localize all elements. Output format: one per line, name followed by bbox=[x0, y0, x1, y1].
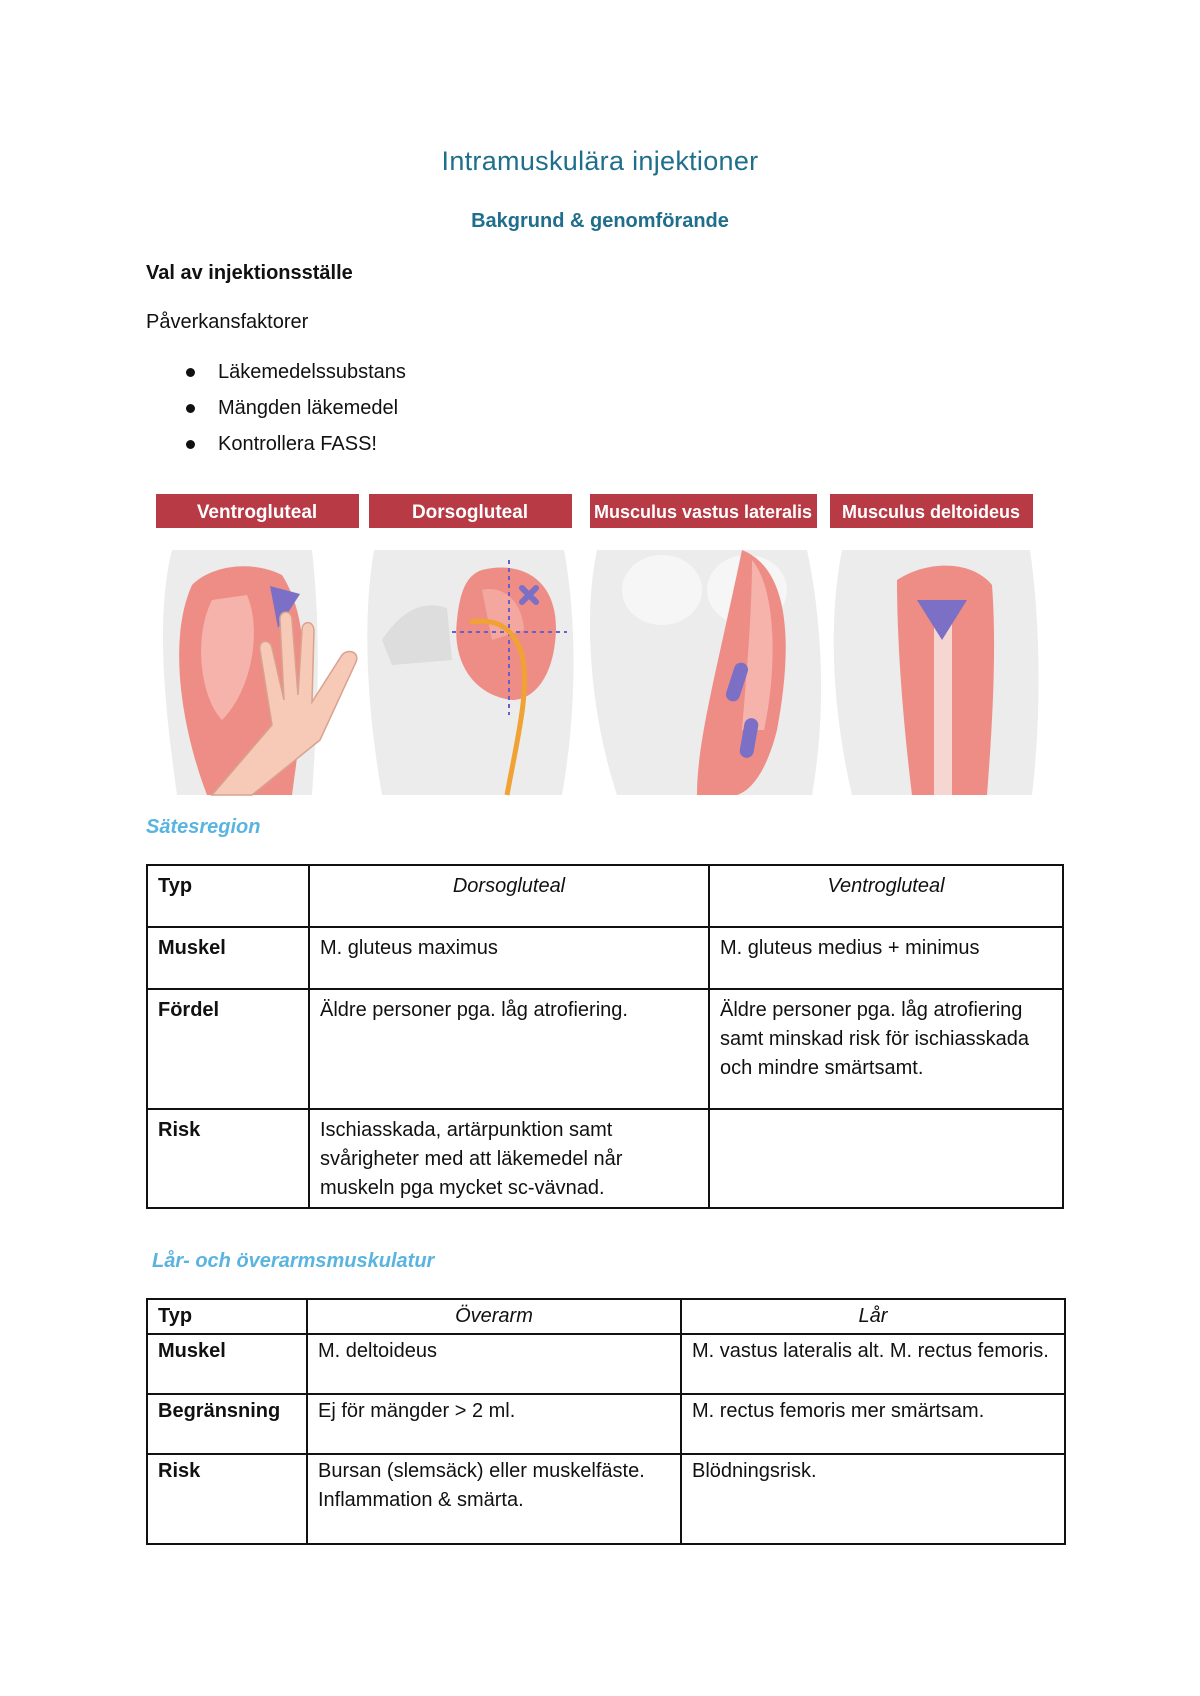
table-cell: Överarm bbox=[307, 1299, 681, 1334]
table-cell: Ventrogluteal bbox=[709, 865, 1063, 927]
table-cell: Fördel bbox=[147, 989, 309, 1109]
table-cell: Muskel bbox=[147, 927, 309, 989]
figure-banners bbox=[156, 494, 1033, 528]
table-row bbox=[147, 989, 1063, 1109]
table-cell: Dorsogluteal bbox=[309, 865, 709, 927]
table-row bbox=[147, 1334, 1065, 1394]
table1-heading: Sätesregion bbox=[146, 816, 261, 838]
table-cell: Äldre personer pga. låg atrofiering. bbox=[309, 989, 709, 1109]
table-cell: Typ bbox=[147, 1299, 307, 1334]
table-row bbox=[147, 1454, 1065, 1544]
table-cell: M. gluteus medius + minimus bbox=[709, 927, 1063, 989]
table-cell: Bursan (slemsäck) eller muskelfäste. Inflammation & smärta. bbox=[307, 1454, 681, 1544]
deltoideus-illustration bbox=[834, 550, 1039, 795]
table-cell: Risk bbox=[147, 1454, 307, 1544]
table-cell bbox=[709, 1109, 1063, 1208]
table2-heading: Lår- och överarmsmuskulatur bbox=[152, 1250, 435, 1272]
table-row bbox=[147, 1299, 1065, 1334]
table-cell: M. vastus lateralis alt. M. rectus femoris. bbox=[681, 1334, 1065, 1394]
page-title: Intramuskulära injektioner bbox=[441, 146, 759, 176]
banner-label-vastus-lateralis: Musculus vastus lateralis bbox=[593, 502, 813, 522]
table-row bbox=[147, 865, 1063, 927]
gluteal-region-table bbox=[146, 864, 1064, 1209]
table-cell: Begränsning bbox=[147, 1394, 307, 1454]
table-cell: Typ bbox=[147, 865, 309, 927]
table-cell: M. rectus femoris mer smärtsam. bbox=[681, 1394, 1065, 1454]
table-row bbox=[147, 1394, 1065, 1454]
factors-list bbox=[146, 360, 406, 468]
injection-sites-figure bbox=[152, 490, 1062, 800]
list-item: Kontrollera FASS! bbox=[146, 432, 406, 468]
banner-label-ventrogluteal: Ventrogluteal bbox=[196, 502, 318, 523]
table-cell: Blödningsrisk. bbox=[681, 1454, 1065, 1544]
table-cell: Muskel bbox=[147, 1334, 307, 1394]
table-cell: Lår bbox=[681, 1299, 1065, 1334]
section-heading-injection-site: Val av injektionsställe bbox=[146, 262, 353, 284]
banner-label-dorsogluteal: Dorsogluteal bbox=[411, 502, 529, 523]
vastus-lateralis-illustration bbox=[590, 550, 821, 795]
list-item: Mängden läkemedel bbox=[146, 396, 406, 432]
factors-label: Påverkansfaktorer bbox=[146, 311, 309, 333]
table-cell: Risk bbox=[147, 1109, 309, 1208]
table-cell: Äldre personer pga. låg atrofiering samt minskad risk för ischiasskada och mindre smärtsamt. bbox=[709, 989, 1063, 1109]
banner-label-deltoideus: Musculus deltoideus bbox=[841, 502, 1021, 522]
table-cell: Ischiasskada, artärpunktion samt svårigheter med att läkemedel når muskeln pga mycket sc-vävnad. bbox=[309, 1109, 709, 1208]
table-row bbox=[147, 927, 1063, 989]
thigh-upperarm-table bbox=[146, 1298, 1066, 1545]
table-cell: M. gluteus maximus bbox=[309, 927, 709, 989]
table-cell: M. deltoideus bbox=[307, 1334, 681, 1394]
page-subtitle: Bakgrund & genomförande bbox=[471, 210, 729, 232]
table-row bbox=[147, 1109, 1063, 1208]
table-cell: Ej för mängder > 2 ml. bbox=[307, 1394, 681, 1454]
dorsogluteal-illustration bbox=[367, 550, 573, 795]
ventrogluteal-illustration bbox=[163, 550, 357, 795]
list-item: Läkemedelssubstans bbox=[146, 360, 406, 396]
